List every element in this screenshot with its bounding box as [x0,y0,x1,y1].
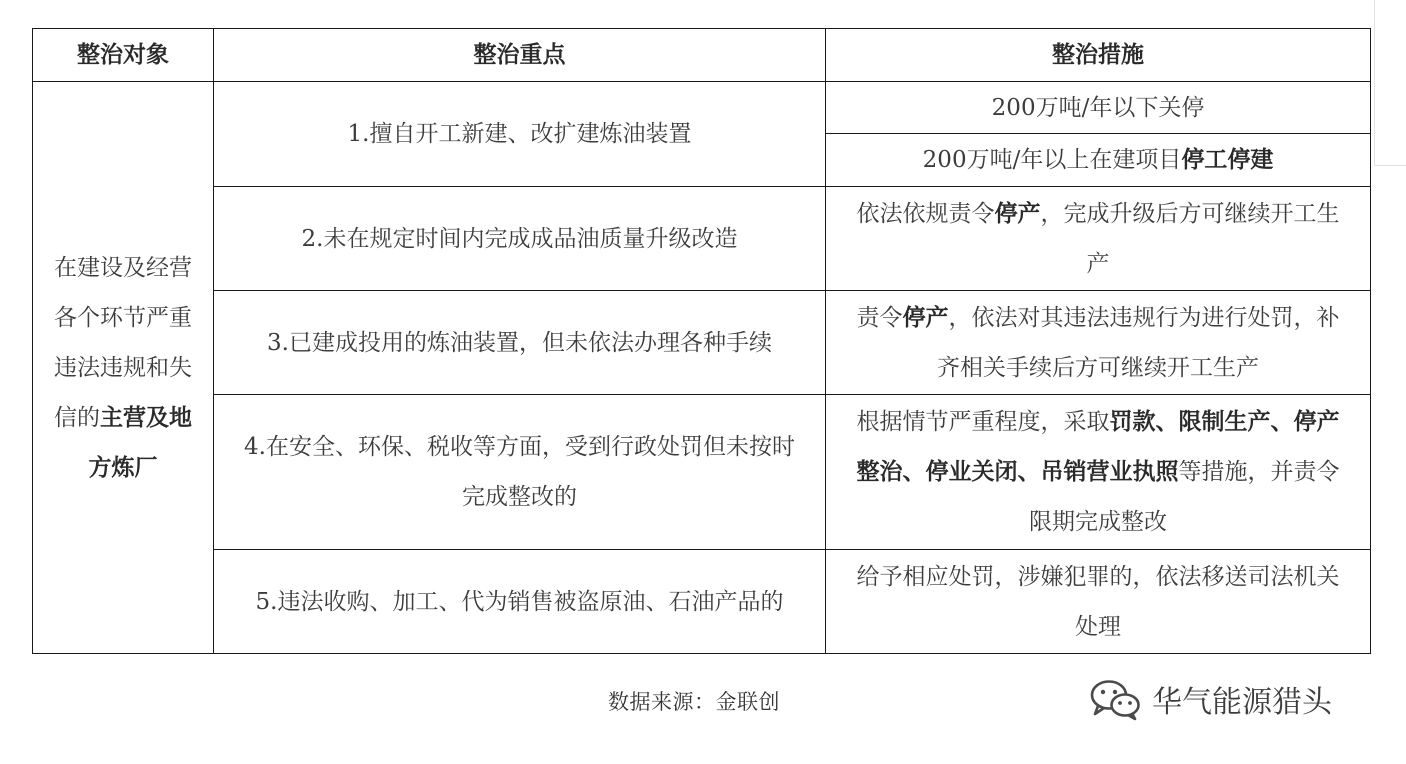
measure-text: ，依法对其违法违规行为进行处罚，补齐相关手续后方可继续开工生产 [937,304,1340,381]
measure-bold-text: 停工停建 [1181,146,1274,173]
measure-text: 200万吨/年以上在建项目 [922,147,1182,173]
table-row [33,82,1371,134]
focus-cell-1: 1.擅自开工新建、改扩建炼油装置 [214,82,826,187]
measure-bold-text: 停产 [994,199,1041,227]
focus-cell-2: 2.未在规定时间内完成成品油质量升级改造 [214,187,826,291]
object-text: 在建设及经营各个环节严重违法违规和失信的 [54,254,192,431]
focus-cell-3: 3.已建成投用的炼油装置，但未依法办理各种手续 [214,291,826,395]
measure-text: 责令 [856,304,903,331]
table-row [33,291,1371,395]
object-bold-text: 主营及地方炼厂 [88,403,192,481]
measure-cell-4 [826,395,1371,550]
table-header-row [33,29,1371,82]
measure-cell-5 [826,550,1371,654]
measure-cell-1a [826,82,1371,134]
object-cell [33,82,214,654]
measure-cell-2 [826,187,1371,291]
focus-cell-4: 4.在安全、环保、税收等方面，受到行政处罚但未按时完成整改的 [214,395,826,550]
focus-cell-5: 5.违法收购、加工、代为销售被盗原油、石油产品的 [214,550,826,654]
measure-cell-1b [826,134,1371,187]
header-object: 整治对象 [33,29,214,82]
table-row [33,550,1371,654]
measure-text: 给予相应处罚，涉嫌犯罪的，依法移送司法机关处理 [856,563,1340,640]
policy-table [32,28,1371,654]
measure-bold-text: 停产 [902,303,949,331]
header-measures: 整治措施 [826,29,1371,82]
watermark-text: 华气能源猎头 [1152,685,1332,720]
scroll-edge [1374,0,1406,166]
measure-text: 等措施，并责令限期完成整改 [1029,459,1340,535]
watermark [1088,674,1332,724]
table-row [33,187,1371,291]
wechat-icon [1088,677,1144,721]
header-focus: 整治重点 [214,29,826,82]
measure-text: 根据情节严重程度，采取 [856,409,1110,435]
table-row [33,395,1371,550]
data-source-caption: 数据来源：金联创 [608,690,780,714]
measure-text: ，完成升级后方可继续开工生产 [1040,200,1340,277]
measure-text: 依法依规责令 [856,200,995,227]
measure-bold-text: 罚款、限制生产、停产整治、停业关闭、吊销营业执照 [856,408,1340,485]
measure-cell-3 [826,291,1371,395]
measure-text: 200万吨/年以下关停 [991,94,1205,121]
